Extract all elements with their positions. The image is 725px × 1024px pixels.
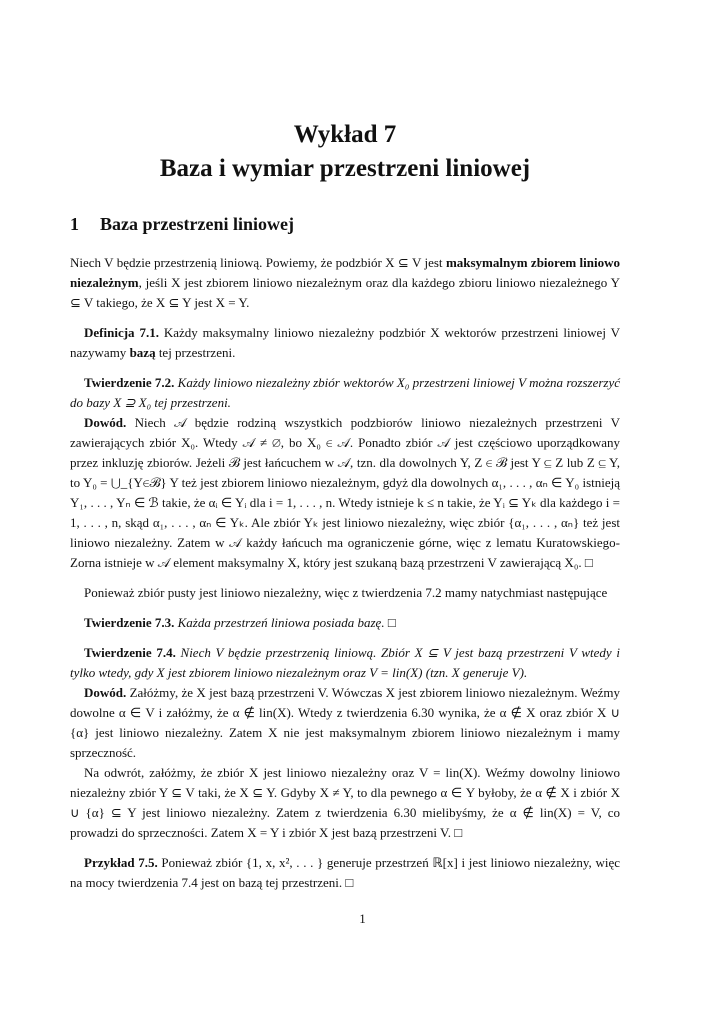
section-heading: [70, 214, 620, 235]
lecture-title: Wykład 7: [293, 121, 397, 148]
intro-text-2: , jeśli X jest zbiorem liniowo niezależnym oraz dla każdego zbioru liniowo niezależnego Y ⊆ V takiego, że X ⊆ Y jest X = Y.: [70, 275, 620, 310]
definition-text-1: Każdy maksymalny liniowo niezależny podzbiór X wektorów przestrzeni liniowej V nazywamy: [70, 325, 620, 360]
theorem-text: Każda przestrzeń liniowa posiada bazę. □: [174, 615, 396, 630]
proof-7-4-part-2: Na odwrót, załóżmy, że zbiór X jest liniowo niezależny oraz V = lin(X). Weźmy dowolny liniowo niezależny zbiór Y ⊆ V taki, że X ⊆ Y. Gdyby X ≠ Y, to dla pewnego α ∈ Y byłoby, że α ∉ X i zbiór X ∪ {α} ⊆ Y jest liniowo niezależny. Zatem z twierdzenia 6.30 mielibyśmy, że α ∉ lin(X) = V, co prowadzi do sprzeczności. Zatem X = Y i zbiór X jest bazą przestrzeni V. □: [70, 765, 620, 840]
intro-paragraph: [70, 253, 620, 313]
proof-text: Niech 𝒜 będzie rodziną wszystkich podzbiorów liniowo niezależnych przestrzeni V zawierających zbiór X₀. Wtedy 𝒜 ≠ ∅, bo X₀ ∈ 𝒜. Ponadto zbiór 𝒜 jest częściowo uporządkowany przez inkluzję zbiorów. Jeżeli ℬ jest łańcuchem w 𝒜, tzn. dla dowolnych Y, Z ∈ ℬ jest Y ⊆ Z lub Z ⊆ Y, to Y₀ = ⋃_{Y∈ℬ} Y też jest zbiorem liniowo niezależnym, gdyż dla dowolnych α₁, . . . , αₙ ∈ Y₀ istnieją Y₁, . . . , Yₙ ∈ ℬ takie, że αᵢ ∈ Yᵢ dla i = 1, . . . , n. Wtedy istnieje k ≤ n takie, że Yᵢ ⊆ Yₖ dla każdego i = 1, . . . , n, skąd α₁, . . . , αₙ ∈ Yₖ. Ale zbiór Yₖ jest liniowo niezależny, więc zbiór {α₁, . . . , αₙ} też jest liniowo niezależny. Zatem w 𝒜 każdy łańcuch ma ograniczenie górne, więc z lematu Kuratowskiego-Zorna istnieje w 𝒜 element maksymalny X, który jest szukaną bazą przestrzeni V zawierającą X₀. □: [70, 415, 620, 570]
intro-text-1: Niech V będzie przestrzenią liniową. Powiemy, że podzbiór X ⊆ V jest: [70, 255, 446, 270]
proof-7-4-part-1: [70, 683, 620, 763]
proof-text: Załóżmy, że X jest bazą przestrzeni V. Wówczas X jest zbiorem liniowo niezależnym. Weźmy dowolne α ∈ V i załóżmy, że α ∉ lin(X). Wtedy z twierdzenia 6.30 wynika, że α ∉ X oraz zbiór X ∪ {α} jest liniowo niezależny. Zatem X nie jest maksymalnym zbiorem liniowo niezależnym i mamy sprzeczność.: [70, 685, 620, 760]
theorem-text: Każdy liniowo niezależny zbiór wektorów X₀ przestrzeni liniowej V można rozszerzyć do bazy X ⊇ X₀ tej przestrzeni.: [70, 375, 620, 410]
proof-7-2: [70, 413, 620, 573]
example-7-5: [70, 853, 620, 893]
proof-label: Dowód.: [84, 415, 127, 430]
definition-7-1: [70, 323, 620, 363]
section-title: Baza przestrzeni liniowej: [100, 214, 294, 234]
definition-text-2: tej przestrzeni.: [155, 345, 236, 360]
definition-bold-term: bazą: [129, 345, 156, 360]
theorem-7-3: [70, 613, 620, 633]
lecture-subtitle: Baza i wymiar przestrzeni liniowej: [159, 155, 531, 182]
page-number: 1: [359, 911, 366, 926]
section-number: 1: [70, 214, 79, 234]
theorem-text: Niech V będzie przestrzenią liniową. Zbiór X ⊆ V jest bazą przestrzeni V wtedy i tylko wtedy, gdy X jest zbiorem liniowo niezależnym oraz V = lin(X) (tzn. X generuje V).: [70, 645, 620, 680]
example-text: Ponieważ zbiór {1, x, x², . . . } generuje przestrzeń ℝ[x] i jest liniowo niezależny, więc na mocy twierdzenia 7.4 jest on bazą tej przestrzeni. □: [70, 855, 620, 890]
proof-label: Dowód.: [84, 685, 127, 700]
intro-bold-term: maksymalnym zbiorem liniowo niezależnym: [70, 255, 621, 290]
theorem-label: Twierdzenie 7.4.: [84, 645, 176, 660]
theorem-7-4: [70, 643, 620, 683]
theorem-label: Twierdzenie 7.3.: [84, 615, 175, 630]
example-label: Przykład 7.5.: [84, 855, 158, 870]
empty-set-paragraph: Ponieważ zbiór pusty jest liniowo niezależny, więc z twierdzenia 7.2 mamy natychmiast następujące: [84, 585, 608, 600]
theorem-7-2: [70, 373, 620, 413]
definition-label: Definicja 7.1.: [84, 325, 159, 340]
document-page: [70, 118, 620, 893]
theorem-label: Twierdzenie 7.2.: [84, 375, 175, 390]
